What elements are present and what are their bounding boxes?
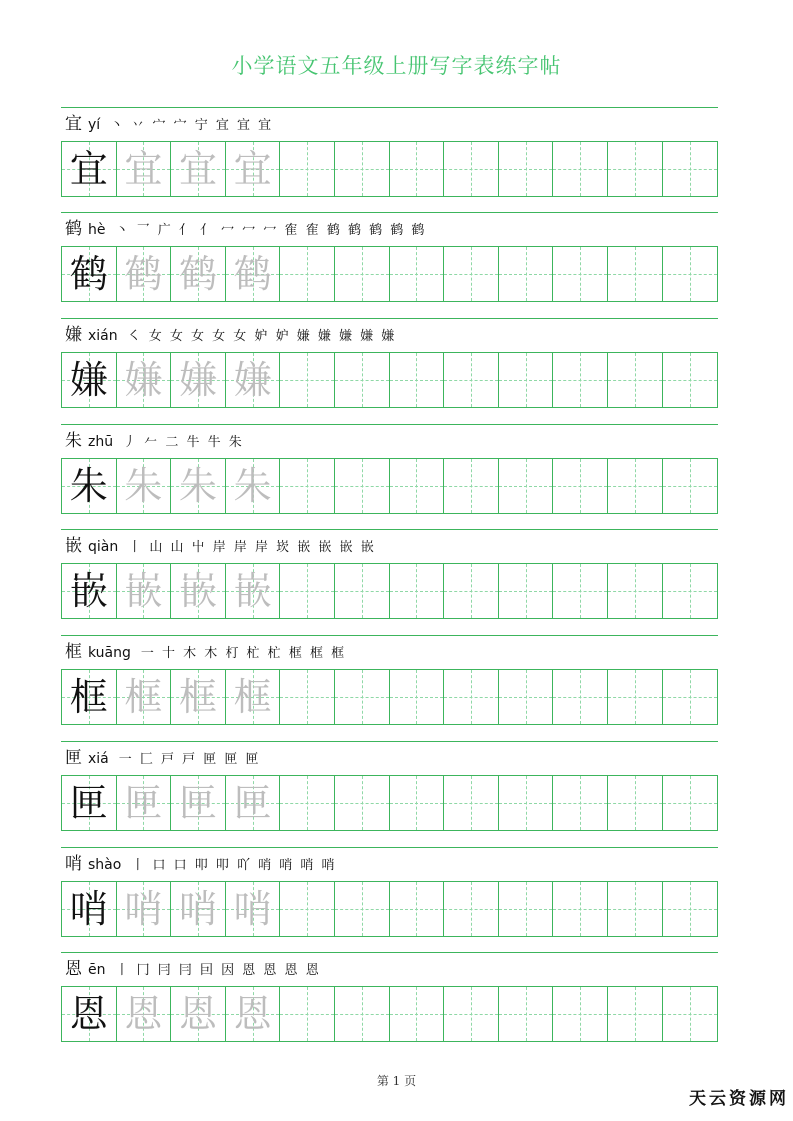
- blank-practice-cell[interactable]: [663, 353, 718, 407]
- blank-practice-cell[interactable]: [335, 564, 390, 618]
- blank-practice-cell[interactable]: [663, 776, 718, 830]
- practice-row: [61, 952, 718, 1047]
- blank-practice-cell[interactable]: [335, 459, 390, 513]
- character-label: 嫌: [65, 325, 82, 345]
- row-header: [65, 430, 244, 452]
- trace-cell: [117, 987, 172, 1041]
- blank-practice-cell[interactable]: [663, 142, 718, 196]
- model-character: 朱: [69, 464, 108, 508]
- blank-practice-cell[interactable]: [499, 882, 554, 936]
- blank-practice-cell[interactable]: [335, 987, 390, 1041]
- row-divider: [61, 529, 718, 530]
- pinyin-label: shào: [88, 857, 122, 873]
- blank-practice-cell[interactable]: [444, 142, 499, 196]
- trace-cell: [226, 353, 281, 407]
- practice-grid: [61, 563, 718, 619]
- blank-practice-cell[interactable]: [335, 142, 390, 196]
- practice-row: [61, 741, 718, 836]
- blank-practice-cell[interactable]: [444, 564, 499, 618]
- model-character: 鹤: [69, 252, 108, 296]
- model-cell: [62, 564, 117, 618]
- pinyin-label: qiàn: [88, 539, 119, 555]
- model-cell: [62, 353, 117, 407]
- row-divider: [61, 847, 718, 848]
- row-divider: [61, 424, 718, 425]
- blank-practice-cell[interactable]: [280, 353, 335, 407]
- trace-character: 宜: [178, 147, 217, 191]
- trace-cell: [226, 670, 281, 724]
- row-header: [65, 218, 426, 240]
- row-header: [65, 641, 346, 663]
- blank-practice-cell[interactable]: [280, 564, 335, 618]
- blank-practice-cell[interactable]: [280, 882, 335, 936]
- blank-practice-cell[interactable]: [553, 142, 608, 196]
- blank-practice-cell[interactable]: [663, 670, 718, 724]
- blank-practice-cell[interactable]: [280, 247, 335, 301]
- character-label: 朱: [65, 431, 82, 451]
- blank-practice-cell[interactable]: [499, 670, 554, 724]
- trace-character: 宜: [124, 147, 163, 191]
- row-header: [65, 747, 261, 769]
- row-header: [65, 535, 376, 557]
- trace-cell: [117, 142, 172, 196]
- trace-character: 框: [178, 675, 217, 719]
- blank-practice-cell[interactable]: [390, 670, 445, 724]
- practice-grid: [61, 458, 718, 514]
- trace-character: 宜: [233, 147, 272, 191]
- pinyin-label: yí: [88, 117, 101, 133]
- trace-cell: [171, 776, 226, 830]
- blank-practice-cell[interactable]: [663, 564, 718, 618]
- stroke-order: 一 十 木 木 朾 杧 杧 框 框 框: [140, 646, 347, 661]
- trace-character: 朱: [178, 464, 217, 508]
- trace-character: 恩: [233, 992, 272, 1036]
- character-label: 宜: [65, 114, 82, 134]
- trace-cell: [226, 987, 281, 1041]
- blank-practice-cell[interactable]: [444, 670, 499, 724]
- trace-character: 鹤: [124, 252, 163, 296]
- trace-cell: [171, 564, 226, 618]
- blank-practice-cell[interactable]: [553, 882, 608, 936]
- blank-practice-cell[interactable]: [499, 247, 554, 301]
- pinyin-label: xiá: [88, 751, 109, 767]
- stroke-order: 丿 𠂉 二 牛 牛 朱: [123, 435, 244, 450]
- row-header: [65, 113, 273, 135]
- blank-practice-cell[interactable]: [553, 776, 608, 830]
- trace-cell: [226, 564, 281, 618]
- trace-cell: [171, 882, 226, 936]
- blank-practice-cell[interactable]: [608, 670, 663, 724]
- trace-character: 匣: [124, 781, 163, 825]
- trace-cell: [117, 564, 172, 618]
- blank-practice-cell[interactable]: [335, 776, 390, 830]
- model-character: 匣: [69, 781, 108, 825]
- trace-character: 鹤: [178, 252, 217, 296]
- blank-practice-cell[interactable]: [499, 776, 554, 830]
- blank-practice-cell[interactable]: [390, 987, 445, 1041]
- row-divider: [61, 318, 718, 319]
- blank-practice-cell[interactable]: [608, 564, 663, 618]
- trace-character: 匣: [233, 781, 272, 825]
- blank-practice-cell[interactable]: [280, 670, 335, 724]
- trace-cell: [117, 353, 172, 407]
- blank-practice-cell[interactable]: [608, 247, 663, 301]
- blank-practice-cell[interactable]: [608, 353, 663, 407]
- trace-cell: [117, 776, 172, 830]
- blank-practice-cell[interactable]: [553, 247, 608, 301]
- blank-practice-cell[interactable]: [390, 776, 445, 830]
- blank-practice-cell[interactable]: [444, 776, 499, 830]
- blank-practice-cell[interactable]: [663, 459, 718, 513]
- practice-grid: [61, 246, 718, 302]
- stroke-order: 丨 山 山 屮 岸 岸 岸 崁 嵌 嵌 嵌 嵌: [128, 540, 376, 555]
- practice-grid: [61, 881, 718, 937]
- trace-character: 朱: [233, 464, 272, 508]
- pinyin-label: kuāng: [88, 645, 131, 661]
- pinyin-label: xián: [88, 328, 118, 344]
- trace-character: 匣: [178, 781, 217, 825]
- row-divider: [61, 635, 718, 636]
- character-label: 匣: [65, 748, 82, 768]
- trace-character: 框: [124, 675, 163, 719]
- blank-practice-cell[interactable]: [663, 882, 718, 936]
- blank-practice-cell[interactable]: [663, 987, 718, 1041]
- blank-practice-cell[interactable]: [335, 670, 390, 724]
- blank-practice-cell[interactable]: [608, 987, 663, 1041]
- blank-practice-cell[interactable]: [663, 247, 718, 301]
- trace-cell: [226, 459, 281, 513]
- trace-character: 鹤: [233, 252, 272, 296]
- blank-practice-cell[interactable]: [608, 776, 663, 830]
- practice-grid: [61, 775, 718, 831]
- blank-practice-cell[interactable]: [553, 459, 608, 513]
- trace-character: 哨: [124, 887, 163, 931]
- model-cell: [62, 459, 117, 513]
- trace-cell: [226, 882, 281, 936]
- trace-cell: [117, 459, 172, 513]
- blank-practice-cell[interactable]: [390, 459, 445, 513]
- row-header: [65, 324, 396, 346]
- blank-practice-cell[interactable]: [335, 247, 390, 301]
- stroke-order: ㇛ 女 女 女 女 女 妒 妒 嫌 嫌 嫌 嫌 嫌: [127, 329, 397, 344]
- practice-row: [61, 529, 718, 624]
- blank-practice-cell[interactable]: [608, 459, 663, 513]
- row-divider: [61, 212, 718, 213]
- practice-row: [61, 107, 718, 202]
- blank-practice-cell[interactable]: [499, 987, 554, 1041]
- trace-cell: [171, 247, 226, 301]
- blank-practice-cell[interactable]: [280, 459, 335, 513]
- trace-cell: [226, 142, 281, 196]
- model-character: 宜: [69, 147, 108, 191]
- blank-practice-cell[interactable]: [499, 353, 554, 407]
- blank-practice-cell[interactable]: [390, 564, 445, 618]
- trace-cell: [117, 247, 172, 301]
- model-cell: [62, 247, 117, 301]
- trace-cell: [117, 882, 172, 936]
- blank-practice-cell[interactable]: [444, 247, 499, 301]
- practice-row: [61, 424, 718, 519]
- trace-character: 嫌: [124, 358, 163, 402]
- page-number: 第 1 页: [376, 1074, 417, 1088]
- practice-grid: [61, 669, 718, 725]
- trace-cell: [226, 776, 281, 830]
- model-cell: [62, 776, 117, 830]
- model-character: 嫌: [69, 358, 108, 402]
- stroke-order: 丨 冂 冃 冃 囙 因 恩 恩 恩 恩: [115, 963, 321, 978]
- watermark-logo: 天云资源网: [689, 1089, 789, 1109]
- trace-cell: [171, 987, 226, 1041]
- trace-character: 嵌: [124, 569, 163, 613]
- model-character: 框: [69, 675, 108, 719]
- stroke-order: 丶 乛 广 亻 亻 冖 冖 冖 隺 隺 鹤 鹤 鹤 鹤 鹤: [115, 223, 427, 238]
- model-cell: [62, 987, 117, 1041]
- pinyin-label: zhū: [88, 434, 114, 450]
- model-cell: [62, 882, 117, 936]
- row-divider: [61, 107, 718, 108]
- blank-practice-cell[interactable]: [390, 353, 445, 407]
- blank-practice-cell[interactable]: [608, 882, 663, 936]
- model-cell: [62, 670, 117, 724]
- blank-practice-cell[interactable]: [553, 670, 608, 724]
- character-label: 嵌: [65, 536, 82, 556]
- blank-practice-cell[interactable]: [280, 776, 335, 830]
- blank-practice-cell[interactable]: [499, 459, 554, 513]
- blank-practice-cell[interactable]: [499, 142, 554, 196]
- character-label: 鹤: [65, 219, 82, 239]
- trace-character: 框: [233, 675, 272, 719]
- blank-practice-cell[interactable]: [335, 353, 390, 407]
- pinyin-label: ēn: [88, 962, 106, 978]
- trace-cell: [171, 459, 226, 513]
- practice-grid: [61, 141, 718, 197]
- blank-practice-cell[interactable]: [280, 142, 335, 196]
- trace-character: 朱: [124, 464, 163, 508]
- trace-character: 嵌: [233, 569, 272, 613]
- blank-practice-cell[interactable]: [444, 459, 499, 513]
- trace-character: 恩: [124, 992, 163, 1036]
- stroke-order: 丨 口 口 叩 叩 吖 哨 哨 哨 哨: [131, 858, 337, 873]
- trace-character: 哨: [233, 887, 272, 931]
- trace-cell: [171, 142, 226, 196]
- model-cell: [62, 142, 117, 196]
- practice-grid: [61, 352, 718, 408]
- row-header: [65, 958, 321, 980]
- trace-character: 嫌: [178, 358, 217, 402]
- stroke-order: 一 匚 戸 戸 匣 匣 匣: [118, 752, 261, 767]
- character-label: 框: [65, 642, 82, 662]
- blank-practice-cell[interactable]: [553, 987, 608, 1041]
- blank-practice-cell[interactable]: [444, 882, 499, 936]
- row-divider: [61, 952, 718, 953]
- blank-practice-cell[interactable]: [335, 882, 390, 936]
- model-character: 嵌: [69, 569, 108, 613]
- trace-cell: [226, 247, 281, 301]
- practice-grid: [61, 986, 718, 1042]
- page-title: 小学语文五年级上册写字表练字帖: [231, 54, 562, 78]
- row-divider: [61, 741, 718, 742]
- character-label: 恩: [65, 959, 82, 979]
- practice-row: [61, 318, 718, 413]
- blank-practice-cell[interactable]: [444, 987, 499, 1041]
- character-label: 哨: [65, 854, 82, 874]
- blank-practice-cell[interactable]: [608, 142, 663, 196]
- trace-character: 嫌: [233, 358, 272, 402]
- row-header: [65, 853, 337, 875]
- blank-practice-cell[interactable]: [499, 564, 554, 618]
- blank-practice-cell[interactable]: [390, 142, 445, 196]
- blank-practice-cell[interactable]: [280, 987, 335, 1041]
- model-character: 哨: [69, 887, 108, 931]
- stroke-order: 丶 丷 宀 宀 宁 宜 宜 宜: [110, 118, 274, 133]
- blank-practice-cell[interactable]: [390, 882, 445, 936]
- blank-practice-cell[interactable]: [553, 564, 608, 618]
- trace-cell: [117, 670, 172, 724]
- practice-row: [61, 212, 718, 307]
- trace-character: 哨: [178, 887, 217, 931]
- trace-character: 恩: [178, 992, 217, 1036]
- blank-practice-cell[interactable]: [390, 247, 445, 301]
- blank-practice-cell[interactable]: [444, 353, 499, 407]
- trace-cell: [171, 670, 226, 724]
- trace-cell: [171, 353, 226, 407]
- practice-row: [61, 847, 718, 942]
- trace-character: 嵌: [178, 569, 217, 613]
- pinyin-label: hè: [88, 222, 106, 238]
- practice-row: [61, 635, 718, 730]
- blank-practice-cell[interactable]: [553, 353, 608, 407]
- model-character: 恩: [69, 992, 108, 1036]
